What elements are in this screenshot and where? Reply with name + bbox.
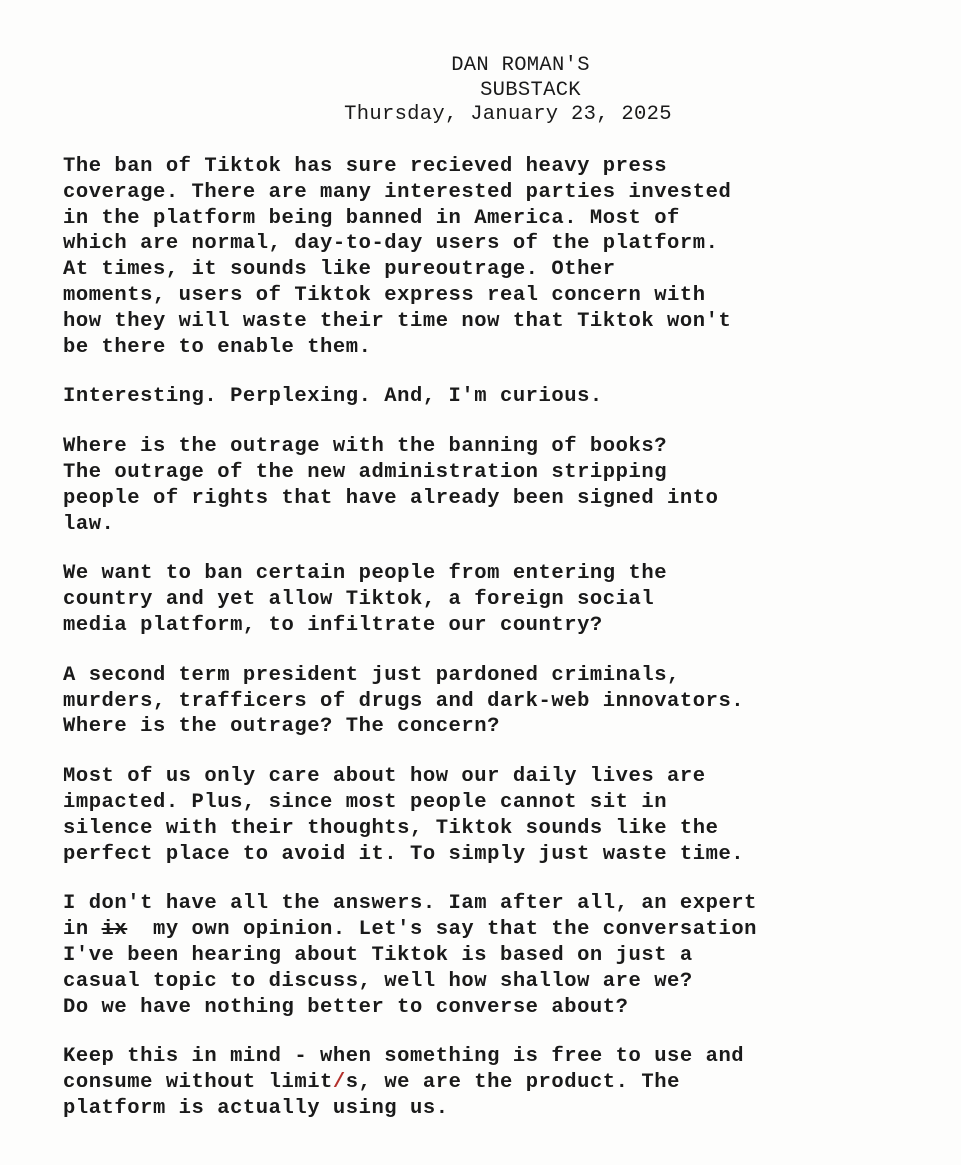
text-fragment: consume without limit bbox=[63, 1071, 333, 1095]
text-fragment: my own opinion. Let's say that the conversation bbox=[127, 918, 758, 942]
text-line: people of rights that have already been signed into bbox=[63, 486, 719, 510]
text-line: murders, trafficers of drugs and dark-web innovators. bbox=[63, 689, 745, 713]
text-line: impacted. Plus, since most people cannot sit in bbox=[63, 790, 668, 814]
text-line: country and yet allow Tiktok, a foreign social bbox=[63, 588, 655, 612]
text-line: perfect place to avoid it. To simply just waste time. bbox=[63, 842, 745, 866]
text-line: casual topic to discuss, well how shallow are we? bbox=[63, 969, 693, 993]
text-line-with-correction bbox=[63, 1070, 923, 1096]
document-body bbox=[63, 154, 923, 1146]
paragraph bbox=[63, 561, 923, 638]
text-line: how they will waste their time now that Tiktok won't bbox=[63, 309, 732, 333]
text-line: Most of us only care about how our daily lives are bbox=[63, 765, 706, 789]
text-line: Where is the outrage? The concern? bbox=[63, 715, 500, 739]
text-line: which are normal, day-to-day users of the platform. bbox=[63, 232, 719, 256]
paragraph bbox=[63, 891, 923, 1020]
text-line: moments, users of Tiktok express real concern with bbox=[63, 283, 706, 307]
text-line-with-strikeout bbox=[63, 917, 923, 943]
document-header bbox=[0, 54, 961, 128]
text-line: The ban of Tiktok has sure recieved heavy press bbox=[63, 155, 668, 178]
text-line: in the platform being banned in America. Most of bbox=[63, 206, 680, 230]
text-line: I don't have all the answers. Iam after all, an expert bbox=[63, 892, 758, 916]
header-date: Thursday, January 23, 2025 bbox=[344, 103, 672, 126]
red-correction-mark: / bbox=[332, 1071, 346, 1095]
text-line: media platform, to infiltrate our country? bbox=[63, 613, 603, 637]
struck-out-text: ix bbox=[101, 918, 128, 942]
text-line: law. bbox=[63, 512, 115, 536]
text-line: I've been hearing about Tiktok is based on just a bbox=[63, 943, 693, 967]
header-author: DAN ROMAN'S bbox=[451, 54, 590, 77]
paragraph bbox=[63, 154, 923, 360]
paragraph bbox=[63, 1044, 923, 1121]
text-line: coverage. There are many interested parties invested bbox=[63, 180, 732, 204]
paragraph bbox=[63, 663, 923, 740]
text-line: Do we have nothing better to converse about? bbox=[63, 995, 629, 1019]
text-fragment: s, we are the product. The bbox=[345, 1071, 680, 1095]
text-line: Where is the outrage with the banning of books? bbox=[63, 435, 668, 459]
text-line: be there to enable them. bbox=[63, 335, 372, 359]
header-publication: SUBSTACK bbox=[480, 78, 581, 102]
text-line: silence with their thoughts, Tiktok sounds like the bbox=[63, 816, 719, 840]
text-line: We want to ban certain people from entering the bbox=[63, 562, 668, 586]
text-fragment: in bbox=[63, 918, 102, 942]
paragraph bbox=[63, 434, 923, 537]
text-line: Interesting. Perplexing. And, I'm curious. bbox=[63, 385, 603, 409]
paragraph bbox=[63, 384, 923, 410]
text-line: A second term president just pardoned criminals, bbox=[63, 663, 680, 687]
text-line: The outrage of the new administration stripping bbox=[63, 460, 668, 484]
text-line: platform is actually using us. bbox=[63, 1096, 449, 1120]
text-line: At times, it sounds like pureoutrage. Other bbox=[63, 258, 616, 282]
text-line: Keep this in mind - when something is free to use and bbox=[63, 1045, 745, 1069]
paragraph bbox=[63, 764, 923, 867]
